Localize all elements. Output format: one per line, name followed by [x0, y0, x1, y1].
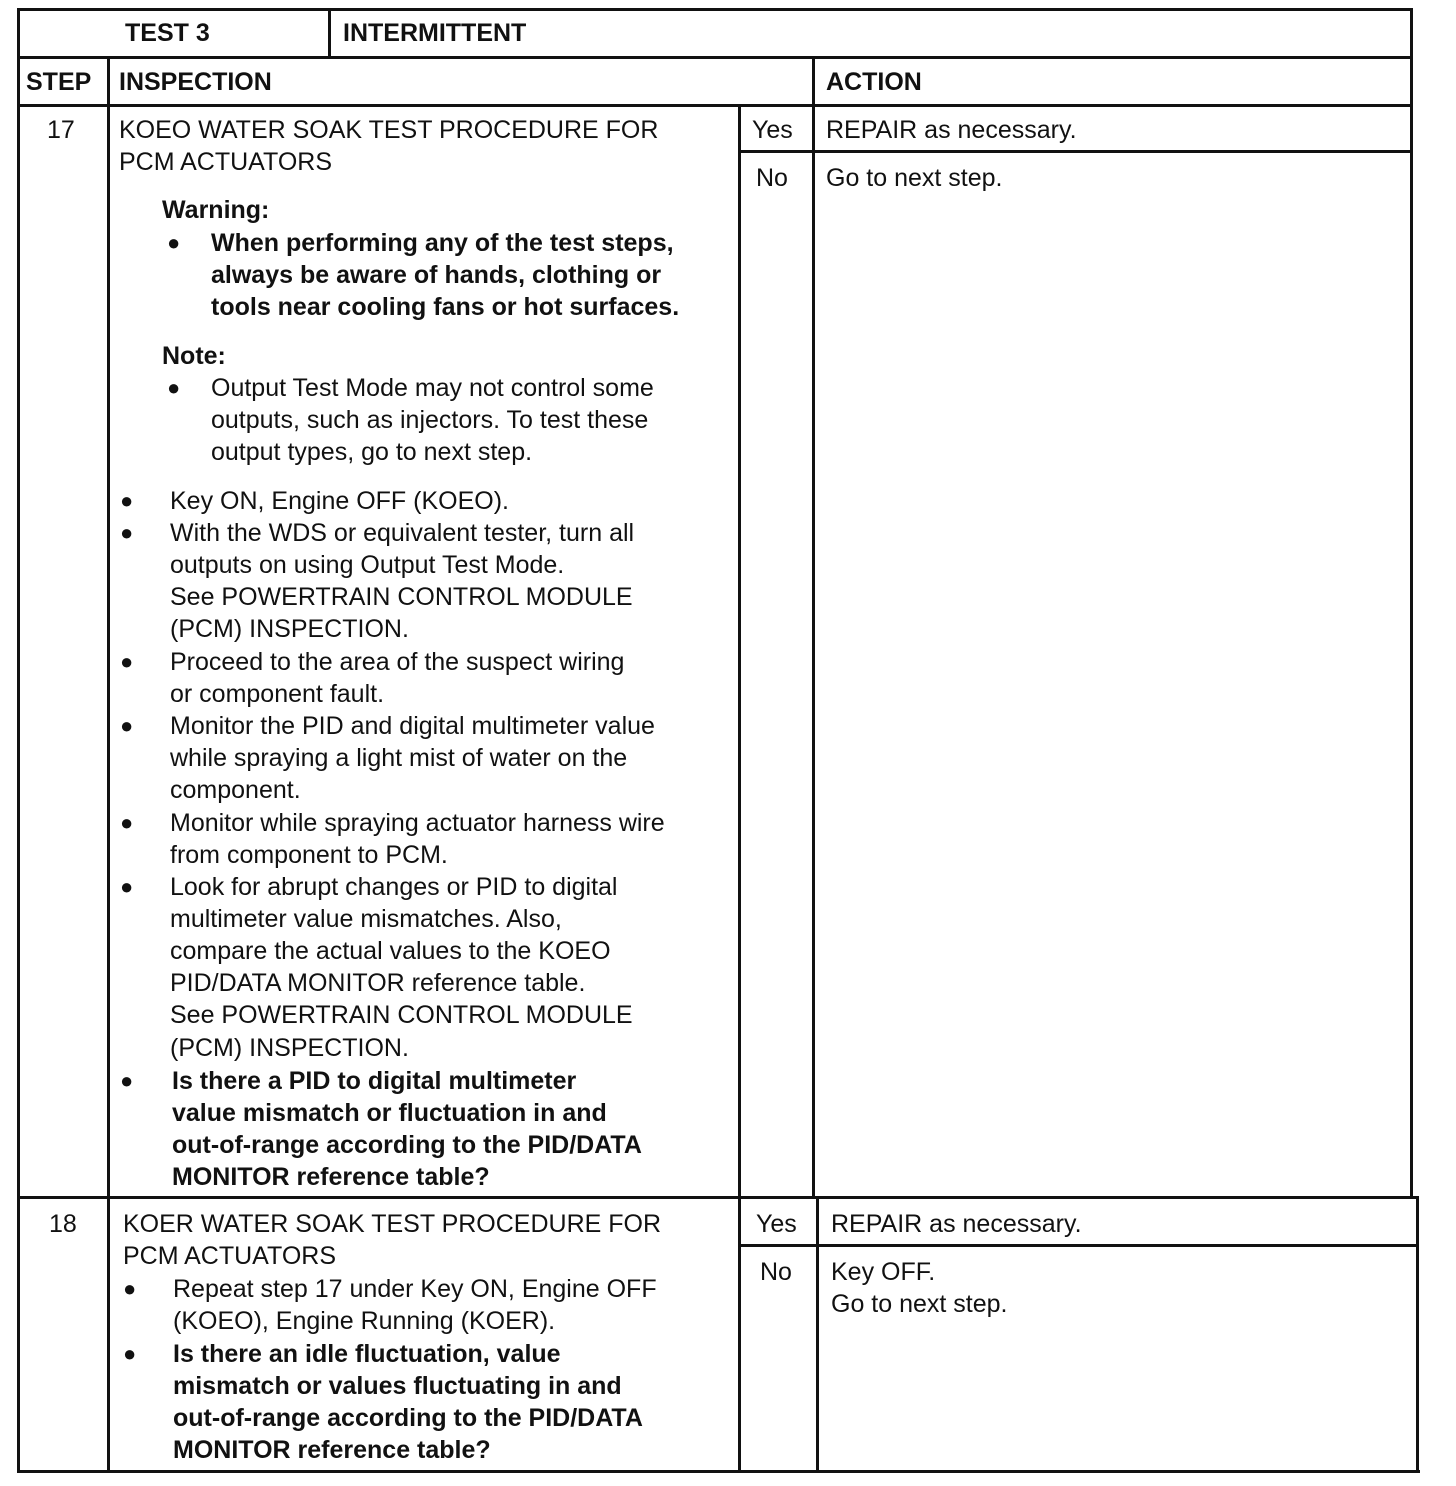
bullet-line: Key ON, Engine OFF (KOEO). [170, 487, 509, 515]
bullet-line: See POWERTRAIN CONTROL MODULE [170, 1001, 633, 1029]
bullet-line: from component to PCM. [170, 841, 448, 869]
bullet-icon: ● [123, 1341, 137, 1366]
border-right-upper [1410, 8, 1413, 1199]
bullet-icon: ● [120, 1068, 134, 1093]
bullet-line: Look for abrupt changes or PID to digital [170, 873, 618, 901]
note-line: output types, go to next step. [211, 438, 533, 466]
bullet-line: Monitor while spraying actuator harness wire [170, 809, 665, 837]
no-action-18: Go to next step. [831, 1290, 1008, 1318]
divider-columns [17, 104, 1413, 107]
step-number-18: 18 [49, 1210, 77, 1238]
no-action-18: Key OFF. [831, 1258, 936, 1286]
note-label: Note: [162, 342, 226, 370]
yes-action-17: REPAIR as necessary. [826, 116, 1077, 144]
note-line [211, 372, 721, 404]
divider-action-col-upper [812, 56, 815, 1199]
step-18-title-line: PCM ACTUATORS [123, 1242, 336, 1270]
step-17-title-line: KOEO WATER SOAK TEST PROCEDURE FOR [119, 116, 659, 144]
warning-line: When performing any of the test steps, [211, 229, 674, 257]
note-line [211, 404, 721, 436]
question-line: out-of-range according to the PID/DATA [173, 1404, 643, 1432]
yes-action-18: REPAIR as necessary. [831, 1210, 1082, 1238]
note-line-text: outputs, such as injectors. To test these [211, 406, 649, 434]
question-line: MONITOR reference table? [173, 1436, 491, 1464]
col-step-header: STEP [26, 68, 92, 96]
bullet-line: (PCM) INSPECTION. [170, 1034, 409, 1062]
bullet-line: (KOEO), Engine Running (KOER). [173, 1307, 556, 1335]
bullet-line: Repeat step 17 under Key ON, Engine OFF [173, 1275, 657, 1303]
divider-action-col-lower [816, 1196, 819, 1473]
yes-label-17: Yes [752, 116, 793, 144]
bullet-line: (PCM) INSPECTION. [170, 615, 409, 643]
bullet-line: or component fault. [170, 680, 385, 708]
note-line-text: Output Test Mode may not control some [211, 374, 654, 402]
bullet-line: PID/DATA MONITOR reference table. [170, 969, 586, 997]
bullet-line: outputs on using Output Test Mode. [170, 551, 565, 579]
step-number-17: 17 [47, 116, 75, 144]
test-title: INTERMITTENT [343, 19, 527, 47]
col-action-header: ACTION [826, 68, 922, 96]
warning-label: Warning: [162, 196, 270, 224]
divider-yes-18 [738, 1244, 1418, 1247]
bullet-icon: ● [120, 810, 134, 835]
bullet-line: multimeter value mismatches. Also, [170, 905, 562, 933]
warning-line: always be aware of hands, clothing or [211, 261, 662, 289]
question-line: value mismatch or fluctuation in and [172, 1099, 607, 1127]
bullet-line: component. [170, 776, 301, 804]
bullet-line: Monitor the PID and digital multimeter value [170, 712, 655, 740]
question-line: Is there a PID to digital multimeter [172, 1067, 577, 1095]
border-left [17, 8, 20, 1473]
border-bottom [17, 1470, 1420, 1473]
bullet-icon: ● [120, 520, 134, 545]
no-action-17: Go to next step. [826, 164, 1003, 192]
bullet-line: With the WDS or equivalent tester, turn all [170, 519, 635, 547]
bullet-icon: ● [167, 375, 181, 400]
bullet-icon: ● [123, 1276, 137, 1301]
bullet-line: Proceed to the area of the suspect wiring [170, 648, 625, 676]
border-top [17, 8, 1413, 11]
question-line: mismatch or values fluctuating in and [173, 1372, 622, 1400]
warning-line: tools near cooling fans or hot surfaces. [211, 293, 680, 321]
divider-step-18 [17, 1196, 1418, 1199]
bullet-icon: ● [120, 874, 134, 899]
bullet-icon: ● [167, 230, 181, 255]
bullet-line: while spraying a light mist of water on the [170, 744, 628, 772]
yes-label-18: Yes [756, 1210, 797, 1238]
no-label-17: No [756, 164, 788, 192]
step-18-title-line: KOER WATER SOAK TEST PROCEDURE FOR [123, 1210, 662, 1238]
border-right-lower [1416, 1196, 1419, 1473]
col-inspection-header: INSPECTION [119, 68, 272, 96]
test-label: TEST 3 [125, 19, 210, 47]
divider-test-title [328, 8, 331, 58]
no-label-18: No [760, 1258, 792, 1286]
question-line: MONITOR reference table? [172, 1163, 490, 1191]
divider-header [17, 56, 1413, 59]
question-line: Is there an idle fluctuation, value [173, 1340, 561, 1368]
bullet-line: See POWERTRAIN CONTROL MODULE [170, 583, 633, 611]
bullet-line: compare the actual values to the KOEO [170, 937, 611, 965]
bullet-icon: ● [120, 649, 134, 674]
question-line: out-of-range according to the PID/DATA [172, 1131, 642, 1159]
bullet-icon: ● [120, 713, 134, 738]
divider-yes-17 [738, 150, 1413, 153]
divider-step-col [107, 56, 110, 1473]
step-17-title-line: PCM ACTUATORS [119, 148, 332, 176]
bullet-icon: ● [120, 488, 134, 513]
divider-inspection-col [738, 104, 741, 1473]
